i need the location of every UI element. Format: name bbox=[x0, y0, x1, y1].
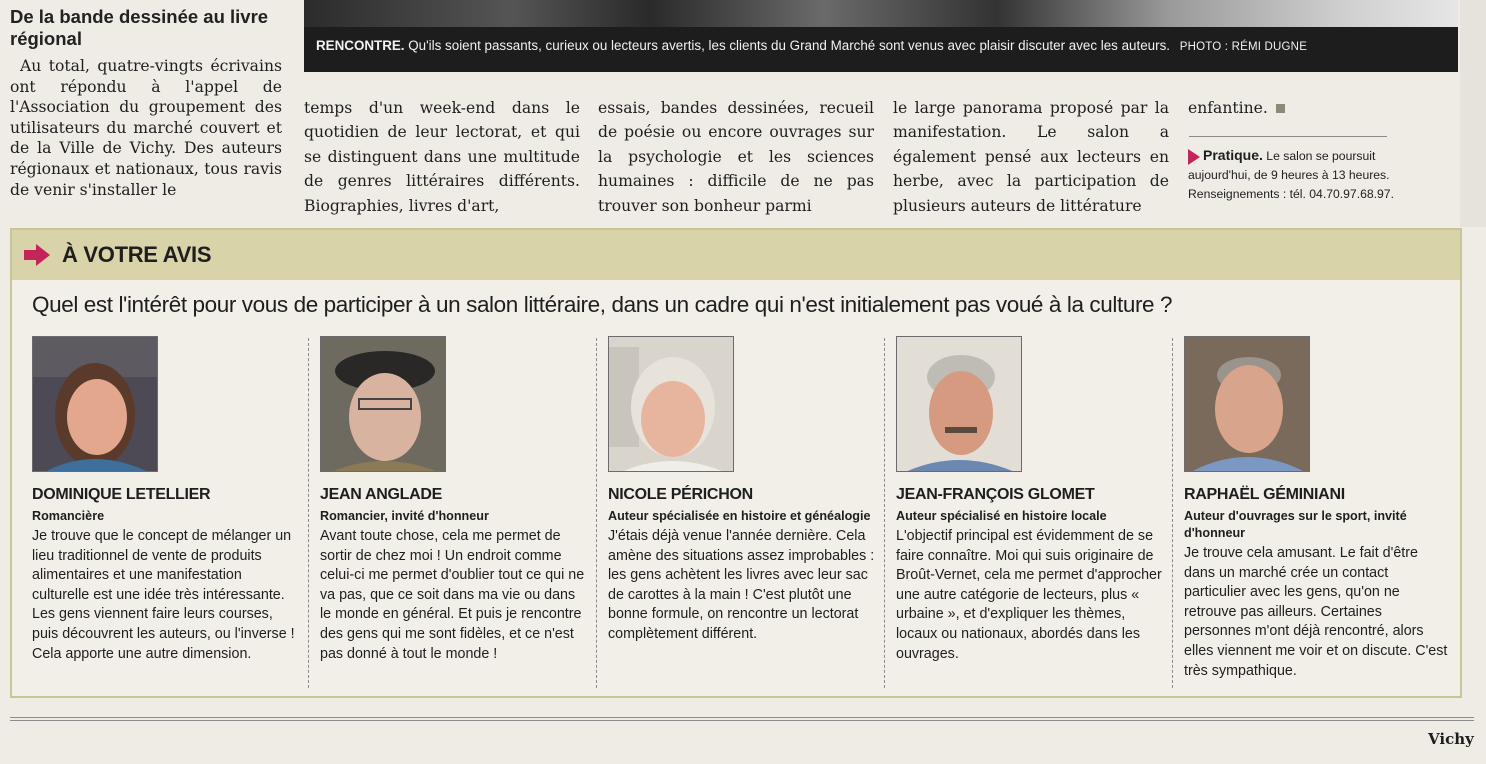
main-photo bbox=[304, 0, 1458, 27]
person-quote: L'objectif principal est évidemment de se faire connaître. Moi qui suis originaire de Broût-Vernet, cela me permet d'approcher une autre catégorie de lecteurs, plus « urbaine », et d'expliquer les thèmes, locaux ou nationaux, abordés dans les ouvrages. bbox=[896, 528, 1162, 662]
avis-header-band bbox=[12, 230, 1460, 280]
pratique-label: Pratique. bbox=[1203, 147, 1263, 163]
pratique-text: Le salon se poursuit aujourd'hui, de 9 heures à 13 heures. Renseignements : tél. 04.70.97.68.97. bbox=[1188, 149, 1394, 201]
arrow-right-icon bbox=[24, 244, 50, 266]
person-quote: Avant toute chose, cela me permet de sortir de chez moi ! Un endroit comme celui-ci me permet d'oublier tout ce qui ne va pas, que ce soit dans ma vie ou dans le monde en général. Et puis je rencontre des gens qui me sont fidèles, et ce n'est pas donné à tout le monde ! bbox=[320, 528, 585, 662]
person-card bbox=[320, 336, 588, 664]
article-body: Au total, quatre-vingts écrivains ont répondu à l'appel de l'Association du groupement des utilisateurs du marché couvert et de la Ville de Vichy. Des auteurs régionaux et nationaux, tous ravis de venir s'installer le bbox=[10, 57, 282, 199]
person-card bbox=[896, 336, 1164, 664]
column-divider bbox=[308, 338, 309, 688]
person-quote: J'étais déjà venue l'année dernière. Cela amène des situations assez improbables : les gens achètent les livres avec leur sac de carottes à la main ! C'est plutôt une bonne formule, on rencontre un lectorat complètement différent. bbox=[608, 528, 875, 642]
person-card bbox=[32, 336, 300, 664]
photo-credit: PHOTO : RÉMI DUGNE bbox=[1179, 41, 1308, 53]
portrait-photo bbox=[32, 336, 158, 472]
portrait-photo bbox=[320, 336, 446, 472]
end-mark-icon bbox=[1276, 104, 1285, 113]
pratique-divider bbox=[1189, 136, 1387, 137]
person-role: Auteur spécialisée en histoire et généalogie bbox=[608, 509, 871, 523]
caption-lead: RENCONTRE. bbox=[316, 38, 405, 53]
portrait-photo bbox=[896, 336, 1022, 472]
person-card bbox=[608, 336, 876, 645]
article-column-4-text: enfantine. bbox=[1188, 99, 1268, 117]
person-name: DOMINIQUE LETELLIER bbox=[32, 486, 211, 503]
article-subheading: De la bande dessinée au livre régional bbox=[10, 6, 269, 49]
article-column-3: le large panorama proposé par la manifestation. Le salon a également pensé aux lecteurs en herbe, avec la participation de plusieurs auteurs de littérature bbox=[893, 99, 1169, 215]
section-label: Vichy bbox=[1428, 730, 1474, 748]
adjacent-column-fragment bbox=[1460, 0, 1486, 227]
pratique-box bbox=[1188, 146, 1418, 204]
portrait-photo bbox=[608, 336, 734, 472]
article-column-4 bbox=[1188, 96, 1298, 120]
person-name: NICOLE PÉRICHON bbox=[608, 486, 753, 503]
article-column-1: temps d'un week-end dans le quotidien de leur lectorat, et qui se distinguent dans une multitude de genres littéraires différents. Biographies, livres d'art, bbox=[304, 99, 580, 215]
arrow-right-icon bbox=[1188, 149, 1200, 165]
person-name: RAPHAËL GÉMINIANI bbox=[1184, 486, 1345, 503]
article-column-2: essais, bandes dessinées, recueil de poésie ou encore ouvrages sur la psychologie et les sciences humaines : difficile de ne pas trouver son bonheur parmi bbox=[598, 99, 874, 215]
column-divider bbox=[1172, 338, 1173, 688]
person-role: Romancière bbox=[32, 509, 105, 523]
person-role: Auteur d'ouvrages sur le sport, invité d'honneur bbox=[1184, 509, 1407, 540]
person-name: JEAN ANGLADE bbox=[320, 486, 443, 503]
page-bottom-rule bbox=[10, 717, 1474, 721]
person-quote: Je trouve que le concept de mélanger un lieu traditionnel de vente de produits alimentaires et une manifestation culturelle est une idée très intéressante. Les gens viennent faire leurs courses, puis découvrent les auteurs, ou l'inverse ! Cela apporte une autre dimension. bbox=[32, 528, 295, 662]
person-card bbox=[1184, 336, 1452, 681]
avis-question: Quel est l'intérêt pour vous de participer à un salon littéraire, dans un cadre qui n'est initialement pas voué à la culture ? bbox=[32, 292, 1173, 317]
avis-box bbox=[10, 228, 1462, 698]
person-name: JEAN-FRANÇOIS GLOMET bbox=[896, 486, 1095, 503]
column-divider bbox=[884, 338, 885, 688]
avis-title: À VOTRE AVIS bbox=[62, 242, 212, 267]
column-divider bbox=[596, 338, 597, 688]
caption-text: Qu'ils soient passants, curieux ou lecteurs avertis, les clients du Grand Marché sont venus avec plaisir discuter avec les auteurs. bbox=[408, 38, 1170, 53]
person-role: Romancier, invité d'honneur bbox=[320, 509, 489, 523]
left-article bbox=[10, 6, 282, 200]
person-role: Auteur spécialisé en histoire locale bbox=[896, 509, 1107, 523]
portrait-photo bbox=[1184, 336, 1310, 472]
photo-caption bbox=[304, 27, 1458, 72]
person-quote: Je trouve cela amusant. Le fait d'être dans un marché crée un contact particulier avec les gens, qu'on ne retrouve pas ailleurs. Certaines personnes m'ont déjà rencontré, alors elles viennent me voir et on discute. C'est très sympathique. bbox=[1184, 545, 1448, 679]
